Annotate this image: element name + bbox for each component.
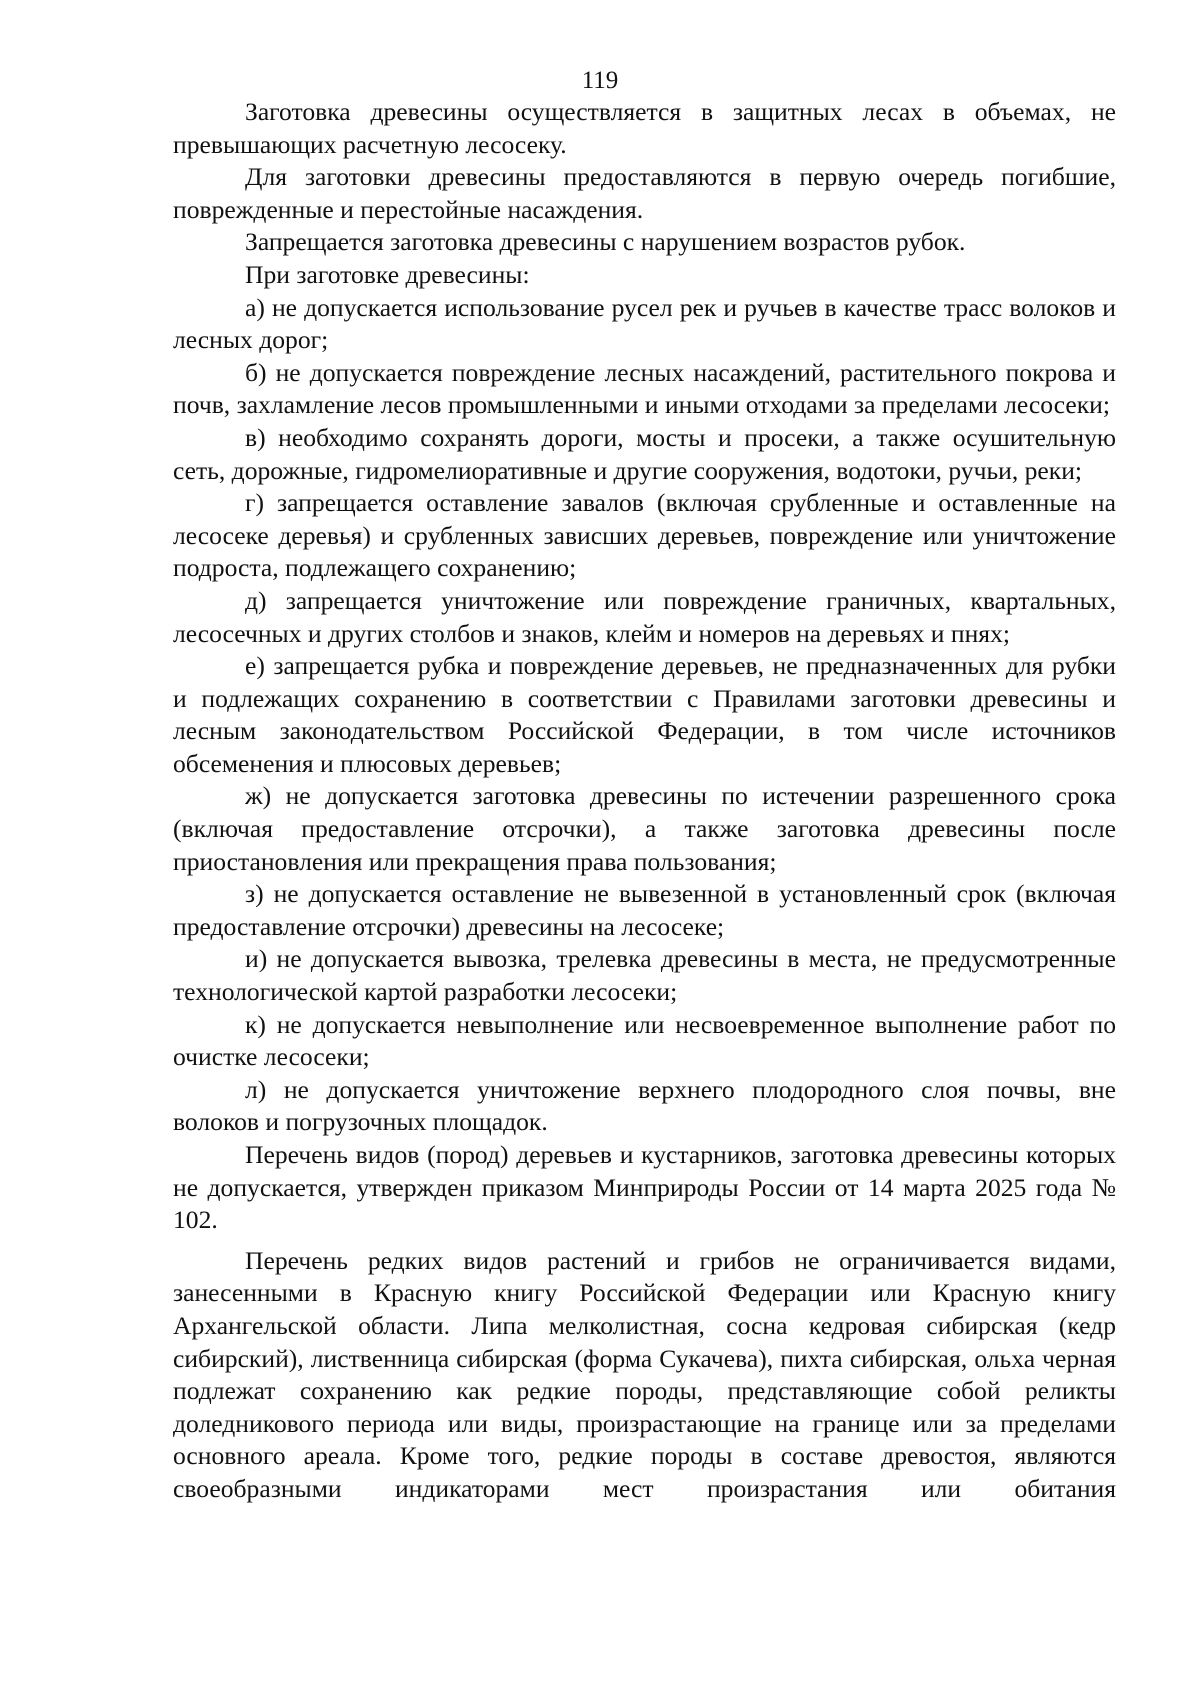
paragraph: Запрещается заготовка древесины с нарушением возрастов рубок.	[245, 227, 966, 257]
list-item: е) запрещается рубка и повреждение деревьев, не предназначенных для рубки и подлежащих сохранению в соответствии с Правилами заготовки древесины и лесным законодательством Российской Федерации, в том числе источников обсеменения и плюсовых деревьев;	[173, 651, 1116, 778]
list-item: д) запрещается уничтожение или повреждение граничных, квартальных, лесосечных и других столбов и знаков, клейм и номеров на деревьях и пнях;	[173, 585, 1116, 648]
list-item: л) не допускается уничтожение верхнего плодородного слоя почвы, вне волоков и погрузочных площадок.	[173, 1074, 1116, 1137]
page-number: 119	[581, 67, 619, 94]
list-item: в) необходимо сохранять дороги, мосты и просеки, а также осушительную сеть, дорожные, гидромелиоративные и другие сооружения, водотоки, ручьи, реки;	[173, 422, 1116, 485]
list-item: б) не допускается повреждение лесных насаждений, растительного покрова и почв, захламление лесов промышленными и иными отходами за пределами лесосеки;	[173, 357, 1116, 420]
list-item: з) не допускается оставление не вывезенной в установленный срок (включая предоставление отсрочки) древесины на лесосеке;	[173, 879, 1116, 941]
list-item: к) не допускается невыполнение или несвоевременное выполнение работ по очистке лесосеки;	[173, 1009, 1116, 1072]
list-item: и) не допускается вывозка, трелевка древесины в места, не предусмотренные технологической картой разработки лесосеки;	[173, 944, 1116, 1007]
list-item: г) запрещается оставление завалов (включая срубленные и оставленные на лесосеке деревья) и срубленных зависших деревьев, повреждение или уничтожение подроста, подлежащего сохранению;	[173, 488, 1116, 583]
document-body	[173, 96, 1116, 1506]
paragraph: Для заготовки древесины предоставляются в первую очередь погибшие, поврежденные и перестойные насаждения.	[173, 162, 1116, 224]
list-item: а) не допускается использование русел рек и ручьев в качестве трасс волоков и лесных дорог;	[173, 292, 1116, 355]
paragraph: Заготовка древесины осуществляется в защитных лесах в объемах, не превышающих расчетную лесосеку.	[173, 97, 1116, 159]
paragraph: Перечень редких видов растений и грибов не ограничивается видами, занесенными в Красную книгу Российской Федерации или Красную книгу Архангельской области. Липа мелколистная, сосна кедровая сибирская (кедр сибирский), лиственница сибирская (форма Сукачева), пихта сибирская, ольха черная подлежат сохранению как редкие породы, представляющие собой реликты доледникового периода или виды, произрастающие на границе или за пределами основного ареала. Кроме того, редкие породы в составе древостоя, являются своеобразными индикаторами мест произрастания или обитания	[173, 1245, 1116, 1503]
paragraph: Перечень видов (пород) деревьев и кустарников, заготовка древесины которых не допускается, утвержден приказом Минприроды России от 14 марта 2025 года № 102.	[173, 1140, 1116, 1235]
paragraph: При заготовке древесины:	[245, 259, 530, 289]
list-item: ж) не допускается заготовка древесины по истечении разрешенного срока (включая предоставление отсрочки), а также заготовка древесины после приостановления или прекращения права пользования;	[173, 781, 1116, 876]
